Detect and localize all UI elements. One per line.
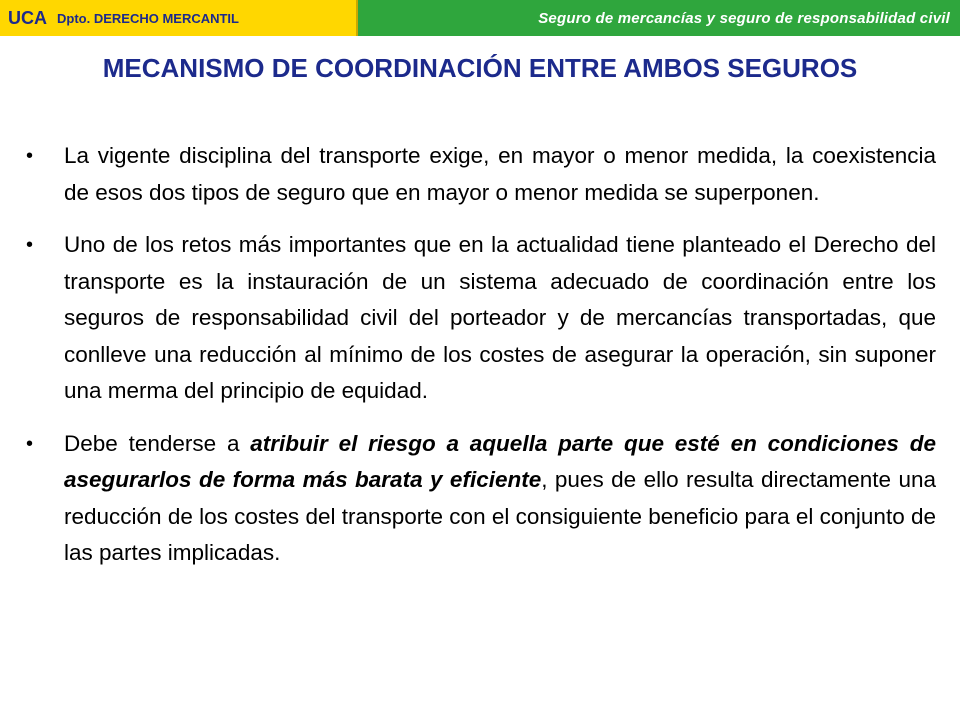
bullet-dot-icon: • <box>26 432 34 455</box>
bullet-dot-icon: • <box>26 234 34 256</box>
bullet-text: La vigente disciplina del transporte exige, en mayor o menor medida, la coexistencia de esos dos tipos de seguro que en mayor o menor medida se superponen. <box>64 143 936 205</box>
bullet-dot-icon: • <box>26 145 34 167</box>
bullet-emphasis: atribuir el riesgo a aquella parte que esté en condiciones de asegurarlos de forma más barata y eficiente <box>64 430 936 492</box>
bullet-item <box>26 426 936 572</box>
org-name: UCA <box>8 7 47 28</box>
slide-title: MECANISMO DE COORDINACIÓN ENTRE AMBOS SEGUROS <box>102 53 858 83</box>
bullet-text-before: Debe tenderse a <box>64 430 251 456</box>
slide-subject: Seguro de mercancías y seguro de responsabilidad civil <box>538 9 950 27</box>
department-name: Dpto. DERECHO MERCANTIL <box>57 10 239 26</box>
header-left-banner <box>0 0 358 36</box>
header-right-banner <box>358 0 960 36</box>
bullet-text-after: , pues de ello resulta directamente una reducción de los costes del transporte con el consiguiente beneficio para el conjunto de las partes implicadas. <box>64 467 936 565</box>
bullet-text: Uno de los retos más importantes que en la actualidad tiene planteado el Derecho del transporte es la instauración de un sistema adecuado de coordinación entre los seguros de responsabilidad civil del porteador y de mercancías transportadas, que conlleve una reducción al mínimo de los costes de asegurar la operación, sin suponer una merma del principio de equidad. <box>64 232 936 403</box>
bullet-list <box>0 138 960 588</box>
bullet-item <box>26 227 936 410</box>
bullet-item <box>26 138 936 211</box>
